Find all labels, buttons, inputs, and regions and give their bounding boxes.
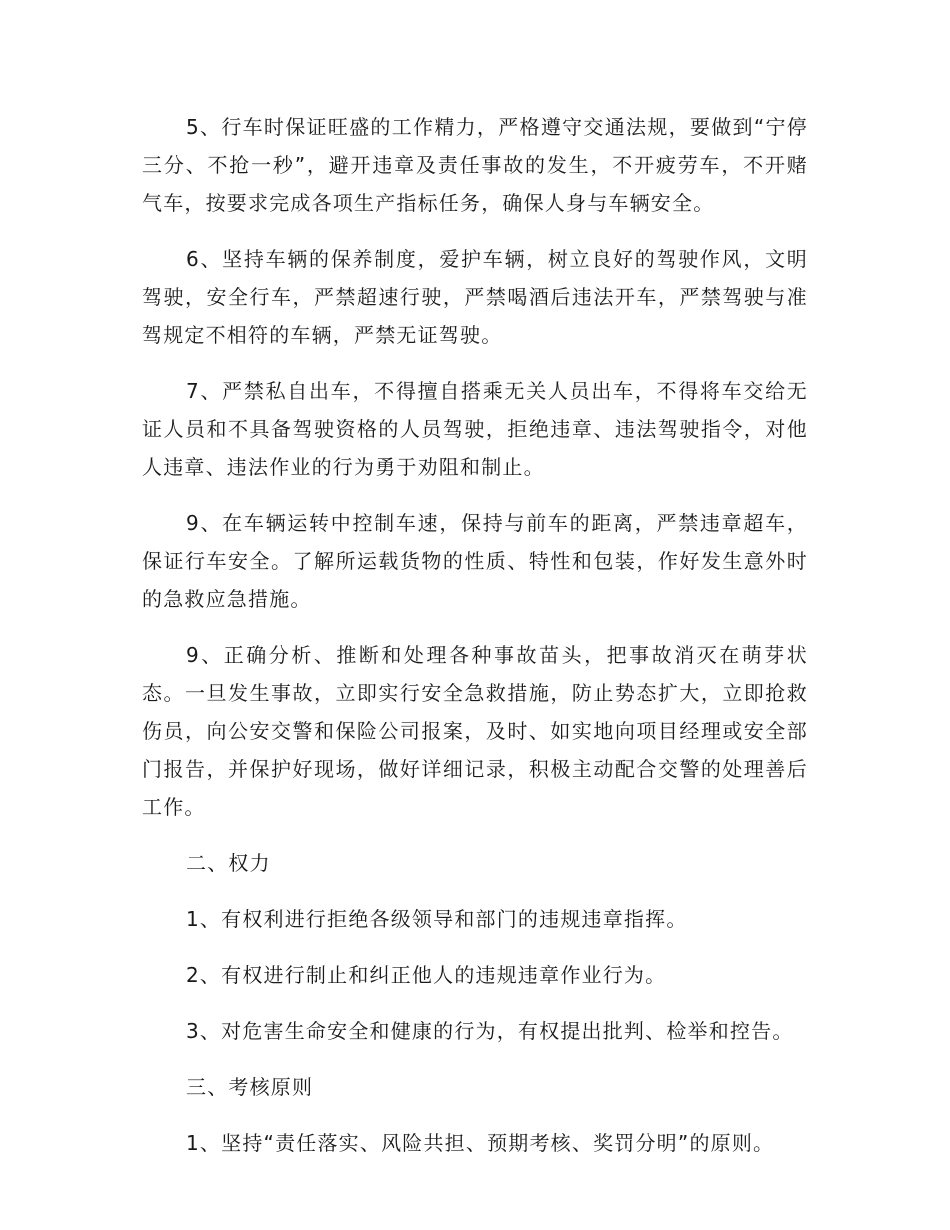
rights-item-3: 3、对危害生命安全和健康的行为，有权提出批判、检举和控告。 bbox=[186, 1019, 794, 1043]
paragraph-item-9a: 9、在车辆运转中控制车速，保持与前车的距离，严禁违章超车，保证行车安全。了解所运载货物的性质、特性和包装，作好发生意外时的急救应急措施。 bbox=[142, 511, 808, 611]
paragraph-item-6: 6、坚持车辆的保养制度，爱护车辆，树立良好的驾驶作风，文明驾驶，安全行车，严禁超速行驶，严禁喝酒后违法开车，严禁驾驶与准驾规定不相符的车辆，严禁无证驾驶。 bbox=[142, 247, 808, 347]
paragraph-item-5: 5、行车时保证旺盛的工作精力，严格遵守交通法规，要做到“宁停三分、不抢一秒”，避开违章及责任事故的发生，不开疲劳车，不开赌气车，按要求完成各项生产指标任务，确保人身与车辆安全。 bbox=[142, 115, 808, 215]
rights-item-2: 2、有权进行制止和纠正他人的违规违章作业行为。 bbox=[186, 963, 667, 987]
document-body bbox=[142, 108, 808, 1180]
assessment-item-1: 1、坚持“责任落实、风险共担、预期考核、奖罚分明”的原则。 bbox=[186, 1131, 775, 1155]
section-heading-assessment: 三、考核原则 bbox=[186, 1075, 314, 1099]
paragraph-item-9b: 9、正确分析、推断和处理各种事故苗头，把事故消灭在萌芽状态。一旦发生事故，立即实行安全急救措施，防止势态扩大，立即抢救伤员，向公安交警和保险公司报案，及时、如实地向项目经理或安全部门报告，并保护好现场，做好详细记录，积极主动配合交警的处理善后工作。 bbox=[142, 643, 808, 819]
rights-item-1: 1、有权利进行拒绝各级领导和部门的违规违章指挥。 bbox=[186, 907, 688, 931]
section-heading-rights: 二、权力 bbox=[186, 851, 271, 875]
paragraph-item-7: 7、严禁私自出车，不得擅自搭乘无关人员出车，不得将车交给无证人员和不具备驾驶资格的人员驾驶，拒绝违章、违法驾驶指令，对他人违章、违法作业的行为勇于劝阻和制止。 bbox=[142, 379, 808, 479]
